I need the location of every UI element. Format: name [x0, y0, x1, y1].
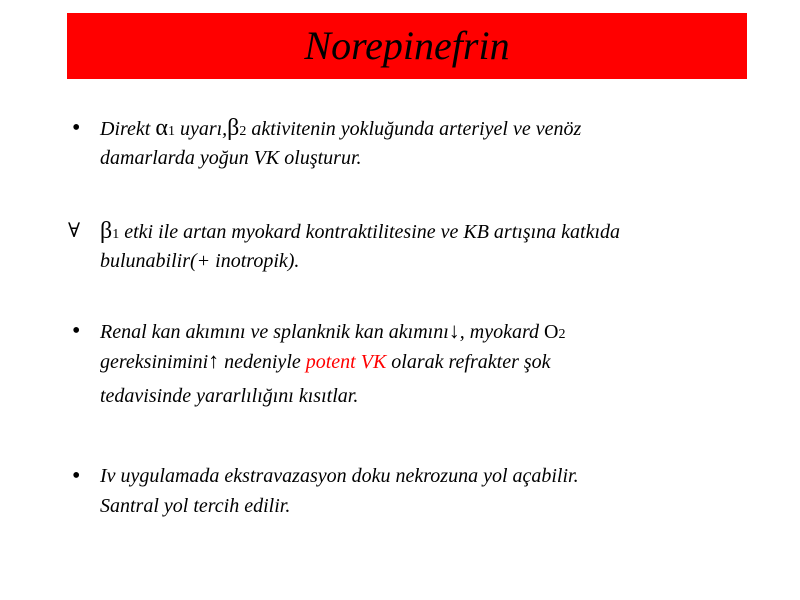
subscript: 2 [239, 124, 247, 139]
text-run: O [544, 321, 559, 343]
up-arrow-icon: ↑ [208, 348, 220, 373]
bullet-line [100, 216, 740, 246]
bullet-item-3 [62, 316, 762, 411]
beta-symbol: β [227, 115, 240, 141]
text-run: nedeniyle [219, 351, 306, 373]
bullet-marker: • [72, 463, 81, 489]
text-run: olarak refrakter şok [386, 351, 551, 373]
bullet-line: tedavisinde yararlılığını kısıtlar. [100, 385, 359, 407]
bullet-marker: • [72, 318, 81, 344]
text-run: Direkt [100, 118, 156, 140]
text-run: gereksinimini [100, 351, 209, 373]
forall-marker: ∀ [68, 220, 81, 242]
bullet-line [100, 346, 740, 376]
text-run: , myokard [459, 321, 545, 343]
bullet-item-4 [62, 461, 762, 521]
bullet-text [100, 461, 740, 521]
bullet-line [100, 113, 740, 143]
title-bar [67, 13, 747, 79]
subscript: 1 [167, 124, 175, 139]
subscript: 2 [558, 327, 566, 342]
bullet-marker: • [72, 115, 81, 141]
bullet-line: Santral yol tercih edilir. [100, 495, 291, 517]
bullet-item-1 [62, 113, 762, 173]
bullet-line [100, 316, 740, 346]
text-run: uyarı, [174, 118, 228, 140]
bullet-text [100, 316, 740, 411]
text-run: Renal kan akımını ve splanknik kan akımını [100, 321, 449, 343]
text-run: aktivitenin yokluğunda arteriyel ve venöz [246, 118, 582, 140]
bullet-line: damarlarda yoğun VK oluşturur. [100, 147, 362, 169]
alpha-symbol: α [155, 115, 168, 141]
bullet-line: Iv uygulamada ekstravazasyon doku nekrozuna yol açabilir. [100, 465, 579, 487]
highlighted-text: potent VK [305, 351, 387, 373]
subscript: 1 [112, 227, 120, 242]
bullet-item-2 [62, 216, 762, 276]
down-arrow-icon: ↓ [448, 318, 460, 343]
bullet-line: bulunabilir(+ inotropik). [100, 250, 300, 272]
slide-title: Norepinefrin [304, 23, 510, 68]
bullet-text [100, 216, 740, 276]
bullet-text [100, 113, 740, 173]
text-run: etki ile artan myokard kontraktilitesine ve KB artışına katkıda [119, 221, 621, 243]
beta-symbol: β [100, 218, 113, 244]
